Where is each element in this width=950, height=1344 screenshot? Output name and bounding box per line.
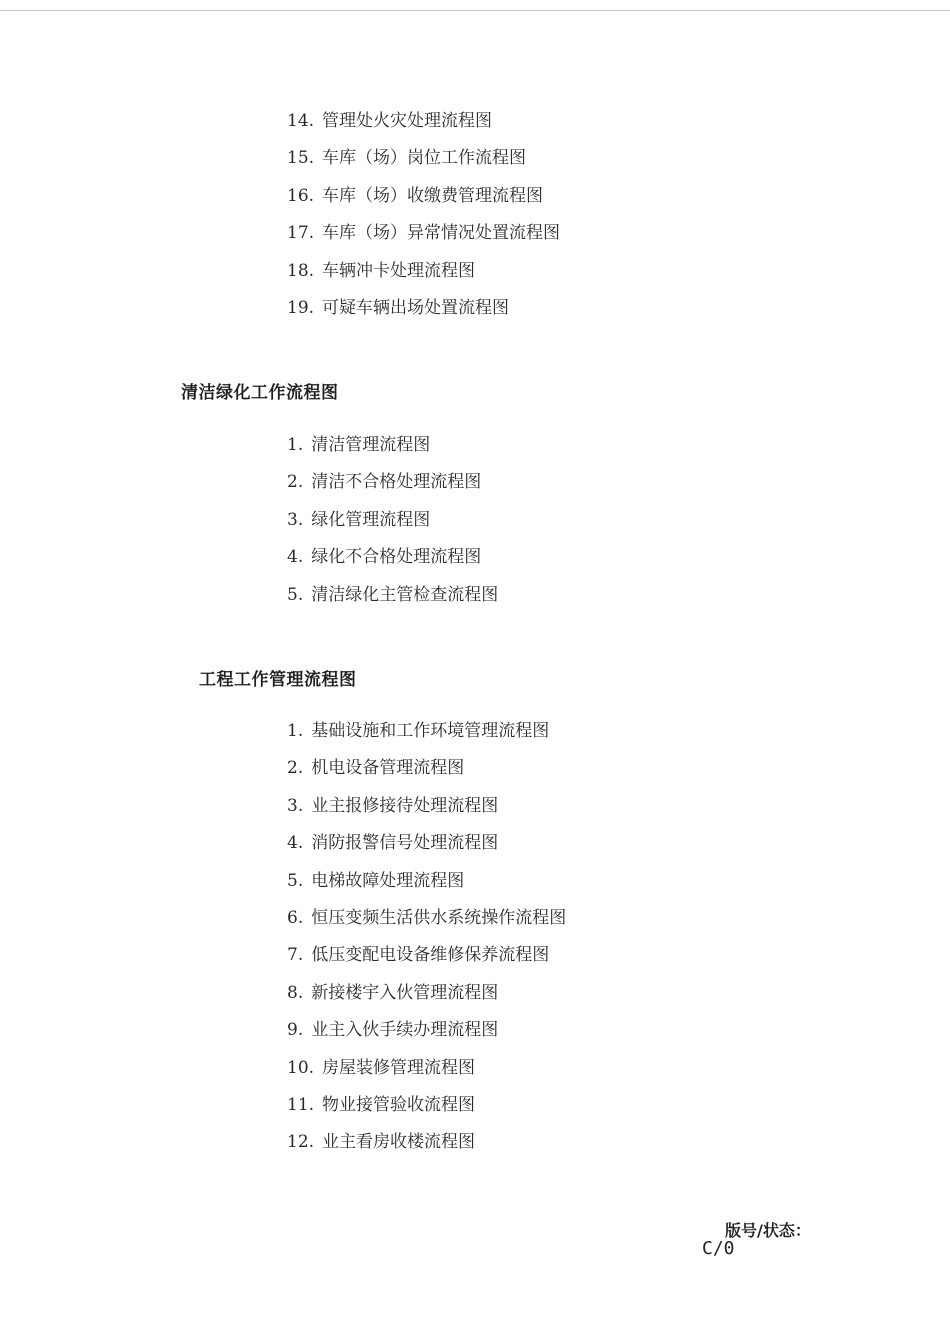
list-item-number: 2.	[287, 472, 304, 493]
list-item-text: 管理处火灾处理流程图	[322, 111, 493, 131]
top-rule	[0, 10, 950, 11]
list-item	[287, 1087, 566, 1124]
list-item	[287, 178, 560, 215]
list-item-text: 清洁绿化主管检查流程图	[311, 584, 499, 605]
list-item	[287, 825, 566, 862]
engineering-process-list	[287, 713, 566, 1162]
list-item-text: 绿化管理流程图	[311, 509, 431, 530]
list-item-text: 清洁管理流程图	[311, 435, 431, 455]
list-item-number: 10.	[287, 1057, 315, 1078]
list-item-number: 14.	[287, 111, 315, 131]
list-item	[287, 1050, 566, 1087]
cleaning-process-list	[287, 427, 498, 614]
engineering-section-heading: 工程工作管理流程图	[199, 670, 357, 690]
list-item	[287, 539, 498, 576]
list-item-text: 基础设施和工作环境管理流程图	[311, 721, 550, 741]
list-item-text: 车辆冲卡处理流程图	[322, 260, 476, 281]
list-item	[287, 215, 560, 252]
list-item	[287, 937, 566, 974]
list-item	[287, 103, 560, 140]
list-item	[287, 427, 498, 464]
list-item-number: 4.	[287, 833, 304, 854]
list-item-text: 绿化不合格处理流程图	[311, 547, 482, 568]
list-item	[287, 900, 566, 937]
list-item-number: 16.	[287, 185, 315, 206]
list-item-text: 业主入伙手续办理流程图	[311, 1020, 499, 1041]
version-status-value: C/0	[702, 1238, 735, 1259]
list-item	[287, 502, 498, 539]
cleaning-section-heading: 清洁绿化工作流程图	[181, 383, 339, 403]
list-item-number: 6.	[287, 907, 304, 928]
list-item-text: 业主报修接待处理流程图	[311, 795, 499, 816]
list-item-number: 5.	[287, 584, 304, 605]
list-item-text: 消防报警信号处理流程图	[311, 833, 499, 854]
list-item-number: 15.	[287, 148, 315, 169]
list-item-number: 19.	[287, 297, 315, 318]
list-item	[287, 577, 498, 614]
list-item-text: 车库（场）收缴费管理流程图	[322, 185, 544, 206]
list-item-number: 5.	[287, 870, 304, 891]
version-status-label: 版号/状态：	[725, 1221, 811, 1240]
list-item	[287, 863, 566, 900]
list-item-number: 3.	[287, 795, 304, 816]
list-item-number: 7.	[287, 945, 304, 966]
list-item	[287, 253, 560, 290]
list-item-text: 恒压变频生活供水系统操作流程图	[311, 907, 567, 928]
list-item	[287, 464, 498, 501]
list-item	[287, 788, 566, 825]
list-item-number: 17.	[287, 223, 315, 244]
list-item	[287, 1012, 566, 1049]
list-item-number: 11.	[287, 1094, 315, 1115]
list-item-text: 物业接管验收流程图	[322, 1094, 476, 1115]
list-item-number: 9.	[287, 1020, 304, 1041]
list-item-text: 车库（场）岗位工作流程图	[322, 148, 527, 169]
list-item	[287, 713, 566, 750]
list-item	[287, 1124, 566, 1161]
list-item-number: 4.	[287, 547, 304, 568]
list-item-text: 业主看房收楼流程图	[322, 1132, 476, 1153]
list-item	[287, 290, 560, 327]
security-process-list	[287, 103, 560, 327]
list-item-number: 3.	[287, 509, 304, 530]
list-item	[287, 750, 566, 787]
list-item	[287, 975, 566, 1012]
list-item-text: 机电设备管理流程图	[311, 758, 465, 779]
list-item-number: 18.	[287, 260, 315, 281]
list-item-text: 可疑车辆出场处置流程图	[322, 297, 510, 318]
list-item-text: 低压变配电设备维修保养流程图	[311, 945, 550, 966]
list-item-number: 1.	[287, 435, 304, 455]
list-item-text: 清洁不合格处理流程图	[311, 472, 482, 493]
list-item-number: 12.	[287, 1132, 315, 1153]
list-item-text: 房屋装修管理流程图	[322, 1057, 476, 1078]
list-item-number: 1.	[287, 721, 304, 741]
list-item-text: 电梯故障处理流程图	[311, 870, 465, 891]
list-item-number: 2.	[287, 758, 304, 779]
list-item-text: 新接楼宇入伙管理流程图	[311, 982, 499, 1003]
list-item-number: 8.	[287, 982, 304, 1003]
list-item-text: 车库（场）异常情况处置流程图	[322, 223, 561, 244]
list-item	[287, 140, 560, 177]
version-status-block	[700, 1218, 850, 1268]
